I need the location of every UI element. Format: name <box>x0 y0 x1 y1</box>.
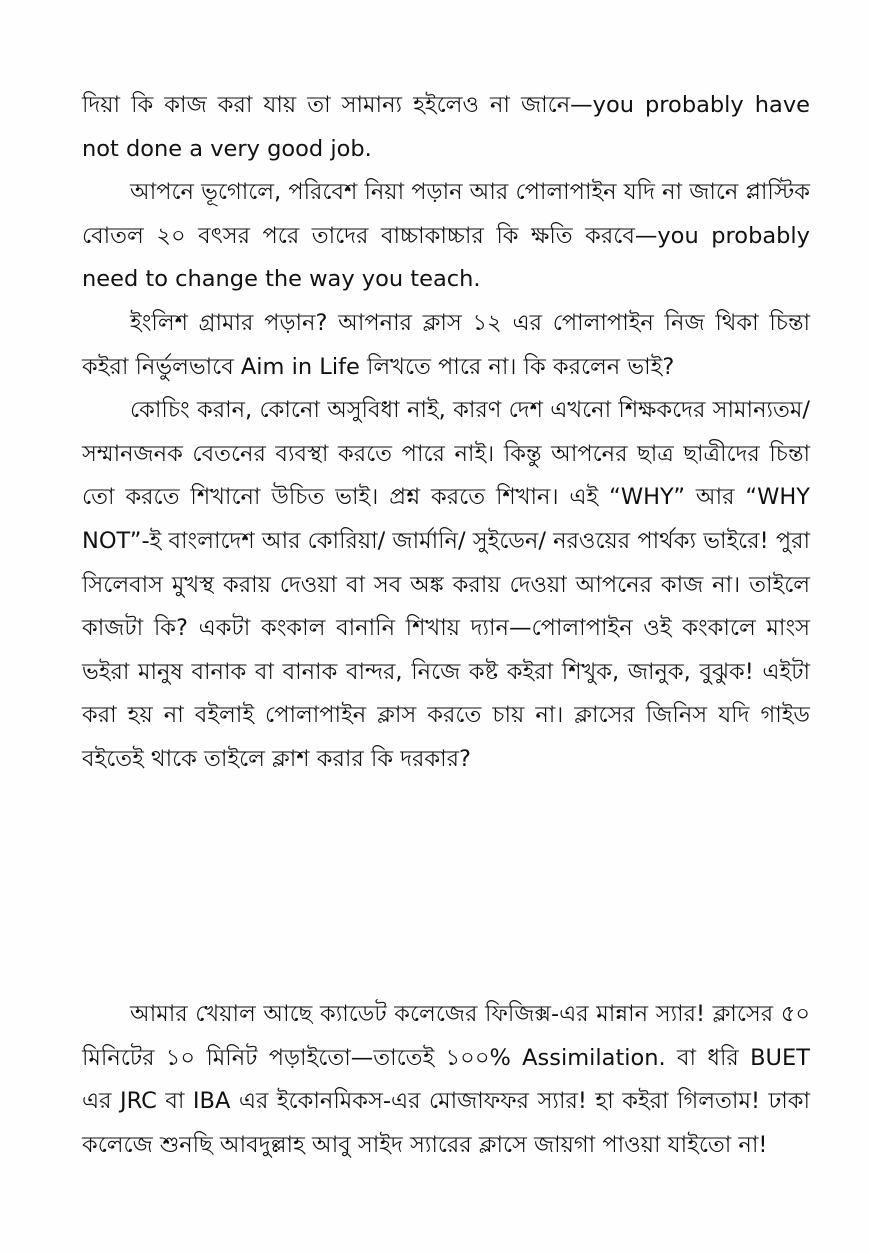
paragraph-3: ইংলিশ গ্রামার পড়ান? আপনার ক্লাস ১২ এর পোলাপাইন নিজ থিকা চিন্তা কইরা নির্ভুলভাবে Aim in Life লিখতে পারে না। কি করলেন ভাই? <box>82 309 810 380</box>
paragraph-5: আমার খেয়াল আছে ক্যাডেট কলেজের ফিজিক্স-এর মান্নান স্যার! ক্লাসের ৫০ মিনিটের ১০ মিনিট পড়াইতো—তাতেই ১০০% Assimilation. বা ধরি BUET এর JRC বা IBA এর ইকোনমিকস-এর মোজাফফর স্যার! হা কইরা গিলতাম! ঢাকা কলেজে শুনছি আবদুল্লাহ আবু সাইদ স্যারের ক্লাসে জায়গা পাওয়া যাইতো না! <box>82 1001 810 1158</box>
text-section-bottom <box>82 993 810 1167</box>
paragraph-1: দিয়া কি কাজ করা যায় তা সামান্য হইলেও না জানে—you probably have not done a very good job. <box>82 92 810 162</box>
text-section-top <box>82 84 810 782</box>
paragraph-4: কোচিং করান, কোনো অসুবিধা নাই, কারণ দেশ এখনো শিক্ষকদের সামান্যতম/ সম্মানজনক বেতনের ব্যবস্থা করতে পারে নাই। কিন্তু আপনের ছাত্র ছাত্রীদের চিন্তা তো করতে শিখানো উচিত ভাই। প্রশ্ন করতে শিখান। এই “WHY” আর “WHY NOT”-ই বাংলাদেশ আর কোরিয়া/ জার্মানি/ সুইডেন/ নরওয়ের পার্থক্য ভাইরে! পুরা সিলেবাস মুখস্থ করায় দেওয়া বা সব অঙ্ক করায় দেওয়া আপনের কাজ না। তাইলে কাজটা কি? একটা কংকাল বানানি শিখায় দ্যান—পোলাপাইন ওই কংকালে মাংস ভইরা মানুষ বানাক বা বানাক বান্দর, নিজে কষ্ট কইরা শিখুক, জানুক, বুঝুক! এইটা করা হয় না বইলাই পোলাপাইন ক্লাস করতে চায় না। ক্লাসের জিনিস যদি গাইড বইতেই থাকে তাইলে ক্লাশ করার কি দরকার? <box>82 397 810 772</box>
paragraph-2: আপনে ভূগোলে, পরিবেশ নিয়া পড়ান আর পোলাপাইন যদি না জানে প্লাস্টিক বোতল ২০ বৎসর পরে তাদের বাচ্চাকাচ্চার কি ক্ষতি করবে—you probably need to change the way you teach. <box>82 179 810 293</box>
